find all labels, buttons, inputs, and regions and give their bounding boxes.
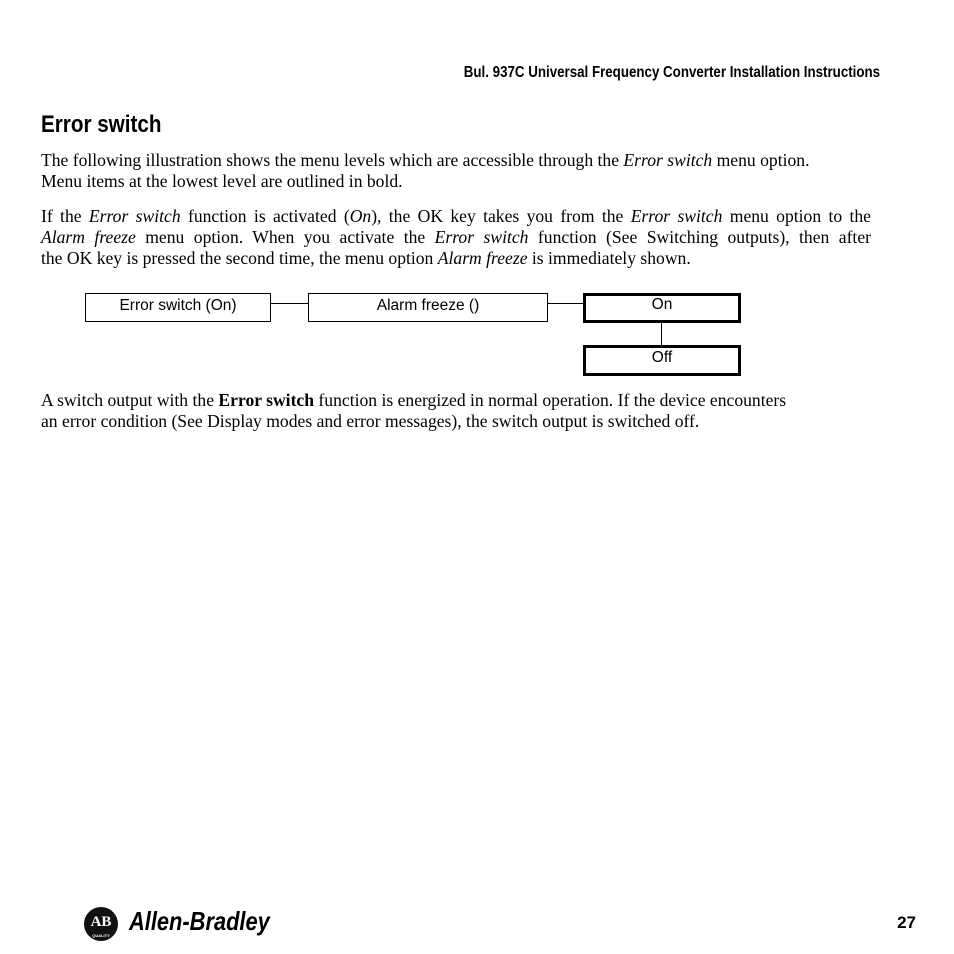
connector-line [271, 303, 308, 304]
connector-line [661, 323, 662, 345]
page-number: 27 [897, 913, 916, 932]
menu-box-off: Off [583, 345, 741, 376]
text-line [41, 150, 871, 171]
text-run: menu option. When you activate the [135, 227, 435, 247]
text-run: function is energized in normal operation. If the device encounters [314, 390, 787, 410]
text-run: function (See Switching outputs), then after [528, 227, 871, 247]
text-line [41, 248, 871, 269]
text-run: menu option to the [722, 206, 871, 226]
text-line [41, 227, 871, 248]
italic-term: Alarm freeze [41, 227, 136, 247]
italic-term: Alarm freeze [437, 248, 528, 268]
menu-box-alarm-freeze: Alarm freeze () [308, 293, 548, 322]
logo-subtext: QUALITY [92, 933, 110, 938]
intro-paragraph [41, 150, 871, 192]
text-line [41, 390, 871, 411]
text-line [41, 206, 871, 227]
italic-term: Error switch [630, 206, 723, 226]
switch-output-paragraph [41, 390, 871, 432]
text-line: Menu items at the lowest level are outlined in bold. [41, 171, 403, 191]
text-run: is immediately shown. [527, 248, 691, 268]
text-line: an error condition (See Display modes and error messages), the switch output is switched off. [41, 411, 700, 431]
menu-box-error-switch: Error switch (On) [85, 293, 271, 322]
menu-box-on: On [583, 293, 741, 323]
connector-line [548, 303, 584, 304]
italic-term: Error switch [434, 227, 529, 247]
activation-paragraph [41, 206, 871, 269]
bold-term: Error switch [218, 390, 315, 410]
brand-name: Allen-Bradley [129, 906, 270, 936]
italic-term: On [349, 206, 372, 226]
italic-term: Error switch [88, 206, 181, 226]
logo-text: AB [90, 914, 112, 930]
text-run: The following illustration shows the menu levels which are accessible through the [41, 150, 624, 170]
italic-term: Error switch [623, 150, 713, 170]
text-run: If the [41, 206, 89, 226]
running-header: Bul. 937C Universal Frequency Converter Installation Instructions [463, 64, 880, 81]
ab-logo [84, 907, 118, 941]
section-heading: Error switch [41, 111, 162, 138]
text-run: ), the OK key takes you from the [371, 206, 631, 226]
text-run: A switch output with the [41, 390, 219, 410]
text-run: the OK key is pressed the second time, the menu option [41, 248, 438, 268]
text-run: function is activated ( [180, 206, 350, 226]
text-run: menu option. [712, 150, 810, 170]
